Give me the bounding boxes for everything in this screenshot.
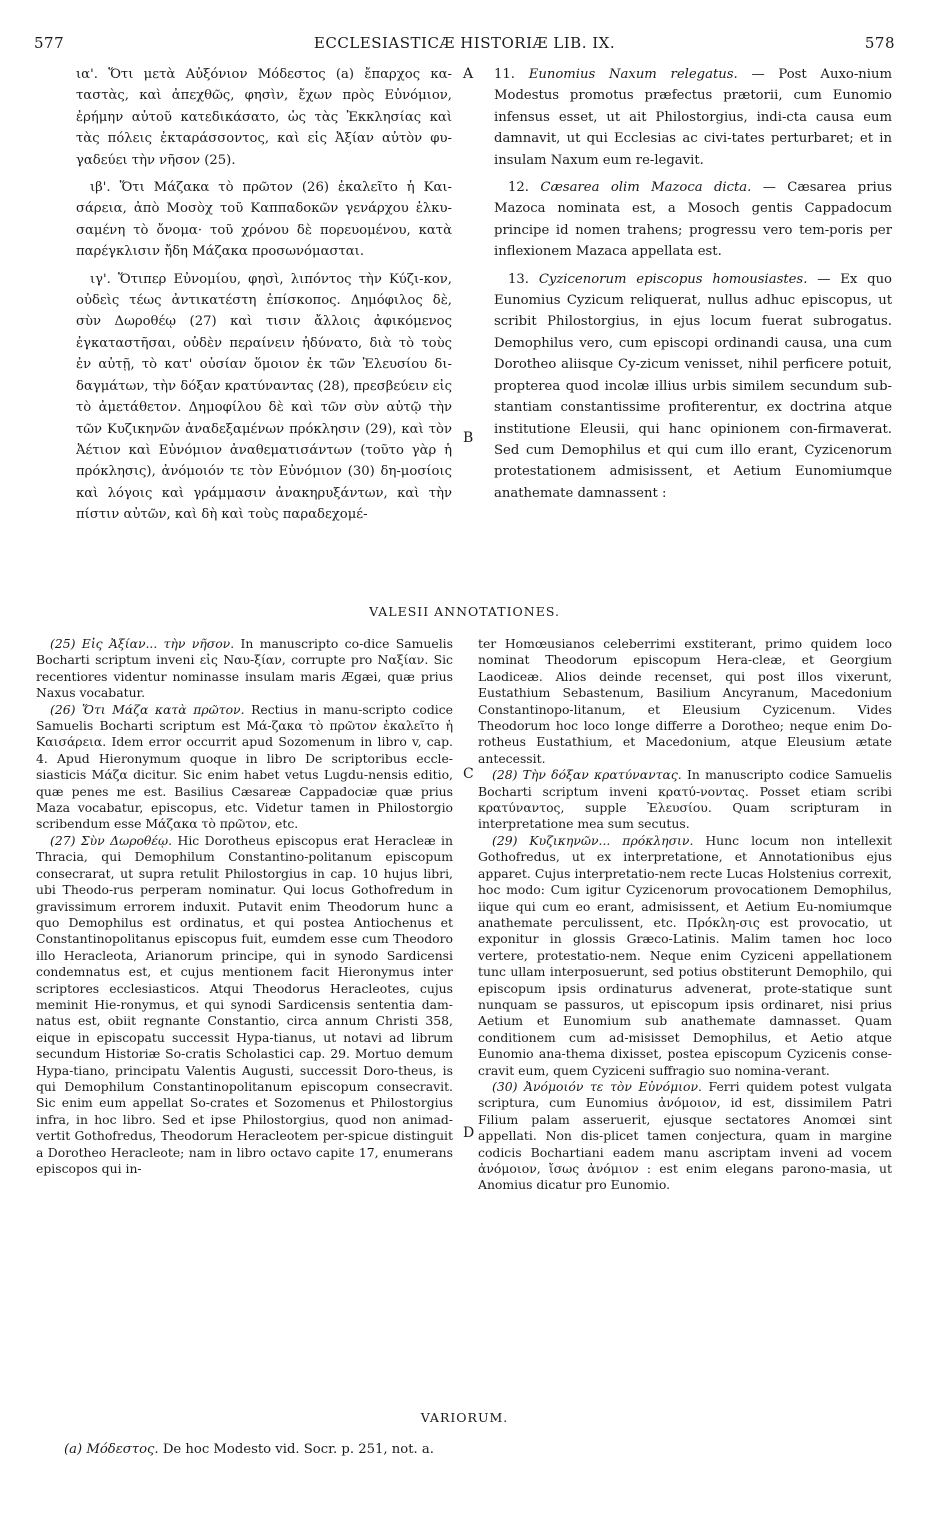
greek-paragraph-13: ιγ'. Ὅτιπερ Εὐνομίου, φησὶ, λιπόντος τὴν Κύζι-κον, οὐδεὶς τέως ἀντικατέστη ἐπίσκοπος. Δημόφιλος δὲ, σὺν Δωροθέῳ (27) καὶ τισιν ἄλλοις ἀφικόμενος ἐγκαταστῆσαι, οὐδὲν περαίνειν ἠδύνατο, διὰ τὸ τοὺς ἐν αὐτῇ, τὸ κατ' οὐσίαν ὅμοιον ἐκ τῶν Ἐλευσίου δι-δαγμάτων, τὴν δόξαν κρατύναντας (28), πρεσβεύειν εἰς τὸ ἀμετάθετον. Δημοφίλου δὲ καὶ τῶν σὺν αὐτῷ τὴν τῶν Κυζικηνῶν ἀναδεξαμένων πρόκλησιν (29), καὶ τὸν Ἀέτιον καὶ Εὐνόμιον ἀναθεματισάντων (τοῦτο γὰρ ἡ πρόκλησις), ἀνόμοιόν τε τὸν Εὐνόμιον (30) δη-μοσίοις καὶ λόγοις καὶ γράμμασιν ἀνακηρυξάντων, καὶ τὴν πίστιν αὐτῶν, καὶ δὴ καὶ τοὺς παραδεχομέ- [76,271,452,523]
note-27-continued [478,636,892,767]
latin-paragraph-11 [494,64,892,171]
note-28-lemma: (28) Τὴν δόξαν κρατύναντας. [492,767,682,783]
greek-paragraph-11: ια'. Ὅτι μετὰ Αὐξόνιον Μόδεστος (a) ἔπαρχος κα-ταστὰς, καὶ ἀπεχθῶς, φησὶν, ἔχων πρὸς Εὐνόμιον, ἐρήμην αὐτοῦ κατεδικάσατο, ὡς τὰς Ἐκκλησίας καὶ τὰς πόλεις ἐκταράσσοντος, καὶ εἰς Ἀξίαν αὐτὸν φυ-γαδεύει τὴν νῆσον (25). [76,67,452,168]
note-26-text: Rectius in manu-scripto codice Samuelis Bocharti scriptum est Μά-ζακα τὸ πρῶτον ἐκαλεῖτο ἡ Καισάρεια. Idem error occurrit apud Sozomenum in libro v, cap. 4. Apud Hieronymum quoque in libro De scriptoribus eccle-siasticis Μάζα dicitur. Sic enim habet vetus Lugdu-nensis editio, quæ penes me est. Basilius Cæsareæ Cappadociæ quæ prius Maza vocabatur, episcopus, etc. Videtur tamen in Philostorgio scribendum esse Μάζακα τὸ πρῶτον, etc. [36,701,453,832]
latin-paragraph-12 [494,177,892,263]
note-28-text: In manuscripto codice Samuelis Bocharti scriptum inveni κρατύ-νοντας. Posset etiam scribi κρατύναντος, supple Ἐλευσίου. Quam scripturam in interpretatione mea sum secutus. [478,767,892,832]
margin-marker-d: D [463,1125,475,1141]
variorum-lemma: (a) Μόδεστος. [64,1442,159,1457]
note-29-lemma: (29) Κυζικηνῶν... πρόκλησιν. [492,832,694,848]
running-title: ECCLESIASTICÆ HISTORIÆ LIB. IX. [313,34,616,52]
latin-title-13: Cyzicenorum episcopus homousiastes. [538,271,808,287]
note-25-lemma: (25) Εἰς Ἀξίαν... τὴν νῆσον. [50,636,235,651]
note-26-lemma: (26) Ὅτι Μάζα κατὰ πρῶτον. [50,701,245,717]
margin-marker-b: B [463,430,474,446]
margin-marker-c: C [463,766,474,782]
notes-left-column [36,636,453,1177]
latin-number-11: 11. [494,67,515,82]
greek-paragraph-12: ιβ'. Ὅτι Μάζακα τὸ πρῶτον (26) ἐκαλεῖτο ἡ Και-σάρεια, ἀπὸ Μοσὸχ τοῦ Καππαδοκῶν γενάρχου ἑλκυ-σαμένη τὸ ὄνομα· τοῦ χρόνου δὲ πορευομένου, κατὰ παρέγκλισιν ἤδη Μάζακα προσωνόμασται. [76,180,452,260]
latin-text-column [494,64,892,510]
variorum-heading: VARIORUM. [420,1410,509,1425]
note-30 [478,1079,892,1194]
latin-text-13: — Ex quo Eunomius Cyzicum reliquerat, nullus adhuc episcopus, ut scribit Philostorgius, in ejus locum fuerat subrogatus. Demophilus vero, cum episcopi ordinandi causa, una cum Dorotheo aliisque Cy-zicum venisset, nihil perficere potuit, propterea quod incolæ illius urbis similem secundum sub-stantiam constantissime profiterentur, ex doctrina atque institutione Eleusii, qui hanc opinionem con-firmaverat. Sed cum Demophilus et qui cum illo erant, Cyzicenorum protestationem admisissent, et Aetium Eunomiumque anathemate damnassent : [494,271,892,501]
latin-number-13: 13. [508,271,529,287]
latin-title-11: Eunomius Naxum relegatus. [528,67,738,82]
greek-text-column [76,64,452,532]
latin-text-12: — Cæsarea prius Mazoca nominata est, a Mosoch gentis Cappadocum principe id nomen trahens; progressu vero tem-poris per inflexionem Mazaca appellata est. [494,180,892,260]
notes-right-column [478,636,892,1194]
latin-text-11: — Post Auxo-nium Modestus promotus præfectus prætorii, cum Eunomio infensus esset, ut ait Philostorgius, indi-cta causa eum damnavit, ut qui Ecclesias ac civi-tates perturbaret; et in insulam Naxum eum re-legavit. [494,67,892,168]
note-28 [478,767,892,833]
note-27-text: Hic Dorotheus episcopus erat Heracleæ in Thracia, qui Demophilum Constantino-politanum episcopum consecrarat, ut supra retulit Philostorgius in cap. 10 hujus libri, ubi Theodo-rus perperam nominatur. Qui locus Gothofredum in gravissimum errorem induxit. Putavit enim Theodorum hunc a quo Demophilus est ordinatus, et qui postea Antiochenus et Constantinopolitanus episcopus fuit, eumdem esse cum Theodoro illo Heracleota, Arianorum principe, qui in synodo Sardicensi condemnatus est, et cujus mentionem facit Hieronymus inter scriptores ecclesiasticos. Atqui Theodorus Heracleotes, cujus meminit Hie-ronymus, et qui synodi Sardicensis sententia dam-natus est, obiit regnante Constantio, circa annum Christi 358, eique in episcopatu successit Hypa-tianus, ut notavi ad librum secundum Historiæ So-cratis Scholastici cap. 29. Mortuo demum Hypa-tiano, principatu Valentis Augusti, successit Doro-theus, is qui Demophilum Constantinopolitanum episcopum consecravit. Sic enim eum appellat So-crates et Sozomenus et Philostorgius infra, in hoc libro. Sed et ipse Philostorgius, quod non animad-vertit Gothofredus, Theodorum Heracleotem per-spicue distinguit a Dorotheo Heracleote; nam in libro octavo capite 17, enumerans episcopos qui in- [36,832,453,1176]
latin-title-12: Cæsarea olim Mazoca dicta. [540,180,752,196]
note-29-text: Hunc locum non intellexit Gothofredus, ut ex interpretatione, et Annotationibus ejus apparet. Cujus interpretatio-nem recte Lucas Holstenius correxit, hoc modo: Cum igitur Cyzicenorum provocationem Demophilus, iique qui cum eo erant, admisissent, et Aetium Eu-nomiumque anathemate perculissent, etc. Πρόκλη-σις est provocatio, ut exponitur in glossis Græco-Latinis. Malim tamen hoc loco vertere, protestatio-nem. Neque enim Cyziceni appellationem tunc ullam interposuerunt, sed potius obstiterunt Demophilo, qui episcopum ipsis ordinaturus advenerat, prote-statique sunt nunquam se passuros, ut episcopum ipsis ordinaret, nisi prius Aetium et Eunomium sub anathemate damnasset. Quam conditionem cum ad-misisset Demophilus, et Aetio atque Eunomio ana-thema dixisset, postea episcopum Cyzicenis conse-cravit eum, quem Cyziceni suffragio suo nomina-verant. [478,832,892,1078]
variorum-text: De hoc Modesto vid. Socr. p. 251, not. a. [158,1442,434,1457]
note-27-continued-text: ter Homœusianos celeberrimi exstiterant, primo quidem loco nominat Theodorum episcopum Hera-cleæ, et Georgium Laodiceæ. Alios deinde recenset, qui post illos vixerunt, Eustathium Sebastenum, Basilium Ancyranum, Macedonium Constantinopo-litanum, et Eleusium Cyzicenum. Vides Theodorum hoc loco longe differre a Dorotheo; neque enim Do-rotheus Eustathium, et Macedonium, atque Eleusium ætate antecessit. [478,636,892,766]
note-26 [36,702,453,833]
variorum-note [64,1442,864,1457]
note-27 [36,833,453,1178]
running-head [34,34,895,56]
annotations-heading: VALESII ANNOTATIONES. [369,604,560,619]
note-30-text: Ferri quidem potest vulgata scriptura, cum Eunomius ἀνόμοιον, id est, dissimilem Patri Filium palam asseruerit, ejusque sectatores Anomœi sint appellati. Non dis-plicet tamen conjectura, quam in margine codicis Bochartiani eadem manu ascriptam inveni ad vocem ἀνόμοιον, ἴσως ἀνόμιον : est enim elegans parono-masia, ut Anomius dicatur pro Eunomio. [478,1078,892,1193]
latin-paragraph-13 [494,269,892,504]
note-27-lemma: (27) Σὺν Δωροθέῳ. [50,832,173,848]
note-25-text: In manuscripto co-dice Samuelis Bocharti scriptum inveni εἰς Ναυ-ξίαν, corrupte pro Ναξίαν. Sic recentiores videntur nominasse insulam maris Ægæi, quæ prius Naxus vocabatur. [36,636,453,701]
note-29 [478,833,892,1079]
latin-number-12: 12. [508,180,529,196]
margin-marker-a: A [463,66,474,82]
note-30-lemma: (30) Ἀνόμοιόν τε τὸν Εὐνόμιον. [492,1078,702,1094]
note-25 [36,636,453,702]
page-number-right: 578 [864,34,895,52]
page-number-left: 577 [34,34,65,52]
